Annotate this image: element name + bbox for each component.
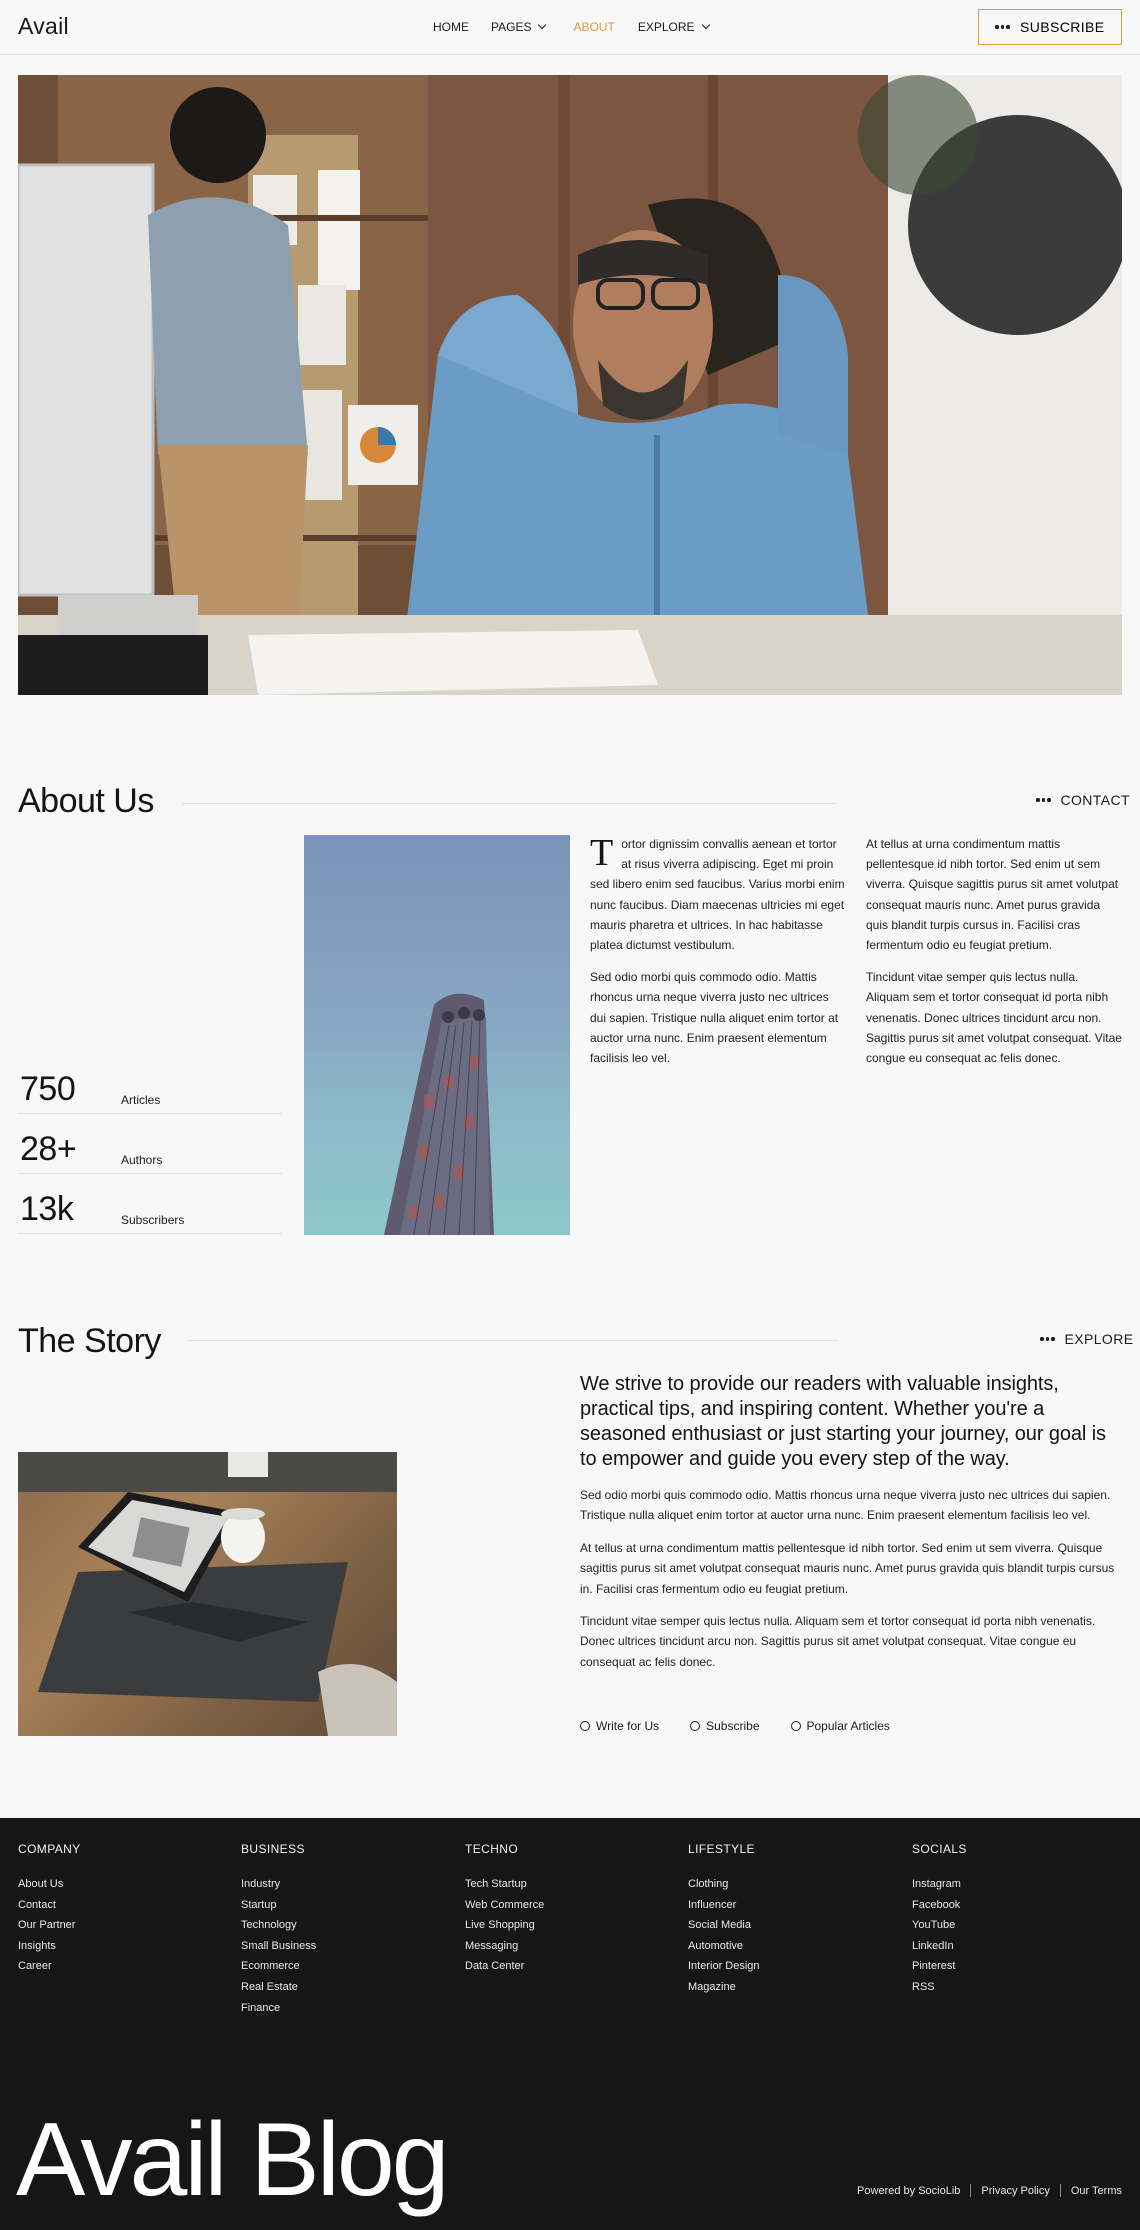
nav-home[interactable] [433,20,469,34]
section-divider [182,803,837,804]
about-column-1 [590,834,846,1080]
story-title: The Story [18,1322,161,1360]
dots-icon [995,25,1010,29]
footer-link[interactable]: Ecommerce [241,1960,300,1973]
circle-icon [791,1721,801,1731]
footer-link[interactable]: Automotive [688,1939,744,1952]
stat-subscribers [18,1177,282,1234]
footer-link[interactable]: Contact [18,1898,56,1911]
footer-link[interactable]: Finance [241,2001,281,2014]
about-col1-p1: ortor dignissim convallis aenean et tortor at risus viverra adipiscing. Eget mi proin sed libero enim sed faucibus. Varius morbi enim nunc faucibus. Diam maecenas ultricies mi eget mauris pharetra et ultrices. In hac habitasse platea dictumst vestibulum. [590,837,845,953]
nav-home-label: HOME [433,20,469,34]
stat-value: 28+ [20,1130,77,1168]
stat-value: 13k [20,1190,74,1228]
footer-link[interactable]: Data Center [465,1960,525,1973]
story-p1: Sed odio morbi quis commodo odio. Mattis rhoncus urna neque viverra justo nec ultrices dui sapien. Tristique nulla aliquet enim tortor at auctor urna nunc. Enim praesent elementum facilisis leo vel. [580,1488,1111,1523]
main-nav [433,20,709,34]
footer-link[interactable]: Web Commerce [465,1898,545,1911]
footer-link[interactable]: Startup [241,1898,277,1911]
contact-link[interactable] [1036,792,1130,808]
nav-explore-label: EXPLORE [637,20,695,34]
footer-col-title: SOCIALS [912,1842,967,1856]
link-label: Subscribe [706,1719,760,1733]
footer-link[interactable]: About Us [18,1878,64,1890]
story-p3: Tincidunt vitae semper quis lectus nulla. Aliquam sem et tortor consequat id porta nibh venenatis. Donec ultrices tincidunt arcu non. Sagittis purus sit amet volutpat consequat. Vitae congue eu consequat ac felis donec. [580,1614,1096,1669]
footer-link[interactable]: RSS [912,1980,935,1993]
hero-image [18,75,1122,695]
stat-value: 750 [20,1070,76,1108]
privacy-policy-link[interactable]: Privacy Policy [981,2184,1050,2197]
about-column-2 [866,834,1124,1080]
footer-link[interactable]: Career [18,1960,52,1973]
footer-link[interactable]: Live Shopping [465,1919,535,1932]
footer-link[interactable]: Messaging [465,1939,519,1952]
footer-link[interactable]: Influencer [688,1898,737,1911]
footer-col-title: TECHNO [465,1842,519,1856]
footer-col-techno [465,1842,544,1977]
footer-link[interactable]: Instagram [912,1878,961,1890]
contact-label: CONTACT [1060,792,1130,808]
footer-link[interactable]: Real Estate [241,1980,298,1993]
dropcap: T [590,832,614,874]
stat-authors [18,1117,282,1174]
footer-col-socials [912,1842,967,1998]
story-lead: We strive to provide our readers with valuable insights, practical tips, and inspiring content. Whether you're a seasoned enthusiast or just starting your journey, our goal is to empower and guide you every step of the way. [580,1373,1106,1470]
subscribe-label: SUBSCRIBE [1019,19,1105,35]
nav-about-label: ABOUT [573,20,615,34]
explore-link[interactable] [1040,1331,1133,1347]
footer-link[interactable]: Technology [241,1919,297,1932]
footer-link[interactable]: Insights [18,1939,56,1952]
stat-label: Authors [121,1153,163,1167]
explore-label: EXPLORE [1064,1331,1134,1347]
about-title: About Us [18,782,154,820]
footer-col-company [18,1842,81,1977]
subscribe-button[interactable] [978,9,1122,45]
divider [970,2184,971,2197]
popular-articles-link[interactable] [791,1719,890,1733]
footer-link[interactable]: Clothing [688,1878,729,1890]
stat-articles [18,1057,282,1114]
site-logo[interactable]: Avail [18,13,69,39]
site-header [0,0,1140,55]
footer-link[interactable]: YouTube [912,1919,956,1932]
nav-explore[interactable] [638,20,709,34]
footer-col-title: LIFESTYLE [688,1842,755,1856]
terms-link[interactable]: Our Terms [1070,2184,1122,2197]
footer-link[interactable]: Industry [241,1878,281,1890]
footer-link[interactable]: Facebook [912,1898,961,1911]
tablet-desk-image [18,1452,397,1736]
office-man-photo [18,75,1122,695]
footer-col-title: BUSINESS [241,1842,305,1856]
stat-label: Subscribers [121,1213,185,1227]
link-label: Popular Articles [806,1719,890,1733]
dots-icon [1036,798,1051,802]
footer-link[interactable]: Interior Design [688,1960,760,1973]
skyscraper-image [304,835,570,1235]
nav-about[interactable] [573,20,614,34]
chevron-down-icon [538,21,546,29]
legal-links [857,2184,1122,2197]
footer-link[interactable]: Magazine [688,1980,736,1993]
site-footer [0,1818,1140,2230]
about-col1-p2: Sed odio morbi quis commodo odio. Mattis rhoncus urna neque viverra justo nec ultrices dui sapien. Tristique nulla aliquet enim tortor at auctor urna nunc. Enim praesent elementum facilisis leo vel. [590,970,839,1066]
about-col2-p2: Tincidunt vitae semper quis lectus nulla. Aliquam sem et tortor consequat id porta nibh venenatis. Donec ultrices tincidunt arcu non. Sagittis purus sit amet volutpat consequat. Vitae congue eu consequat ac felis donec. [866,970,1122,1066]
section-divider [188,1340,838,1341]
divider [1060,2184,1061,2197]
chevron-down-icon [701,21,709,29]
dots-icon [1040,1337,1055,1341]
about-col2-p1: At tellus at urna condimentum mattis pellentesque id nibh tortor. Sed enim ut sem viverra. Quisque sagittis purus sit amet volutpat consequat mauris nunc. Amet purus gravida quis blandit turpis cursus in. Facilisi cras fermentum odio eu feugiat pretium. [866,837,1119,953]
circle-icon [690,1721,700,1731]
footer-brand: Avail Blog [16,2102,447,2218]
nav-pages-label: PAGES [491,20,532,34]
footer-col-lifestyle [688,1842,760,1998]
footer-link[interactable]: Pinterest [912,1960,956,1973]
footer-link[interactable]: Tech Startup [465,1878,527,1890]
story-links [580,1719,921,1733]
powered-by: Powered by SocioLib [857,2184,961,2197]
write-for-us-link[interactable] [580,1719,659,1733]
nav-pages[interactable] [491,20,545,34]
footer-link[interactable]: Small Business [241,1939,317,1952]
footer-link[interactable]: Our Partner [18,1919,76,1932]
footer-link[interactable]: LinkedIn [912,1939,954,1952]
footer-col-business [241,1842,316,2018]
building-photo [304,835,570,1235]
footer-link[interactable]: Social Media [688,1919,751,1932]
tablet-photo [18,1452,397,1736]
story-body [580,1485,1125,1684]
footer-col-title: COMPANY [18,1842,81,1856]
link-label: Write for Us [596,1719,660,1733]
subscribe-link[interactable] [690,1719,759,1733]
circle-icon [580,1721,590,1731]
story-p2: At tellus at urna condimentum mattis pellentesque id nibh tortor. Sed enim ut sem viverra. Quisque sagittis purus sit amet volutpat consequat mauris nunc. Amet purus gravida quis blandit turpis cursus in. Facilisi cras fermentum odio eu feugiat pretium. [580,1540,1115,1596]
stat-label: Articles [121,1093,161,1107]
